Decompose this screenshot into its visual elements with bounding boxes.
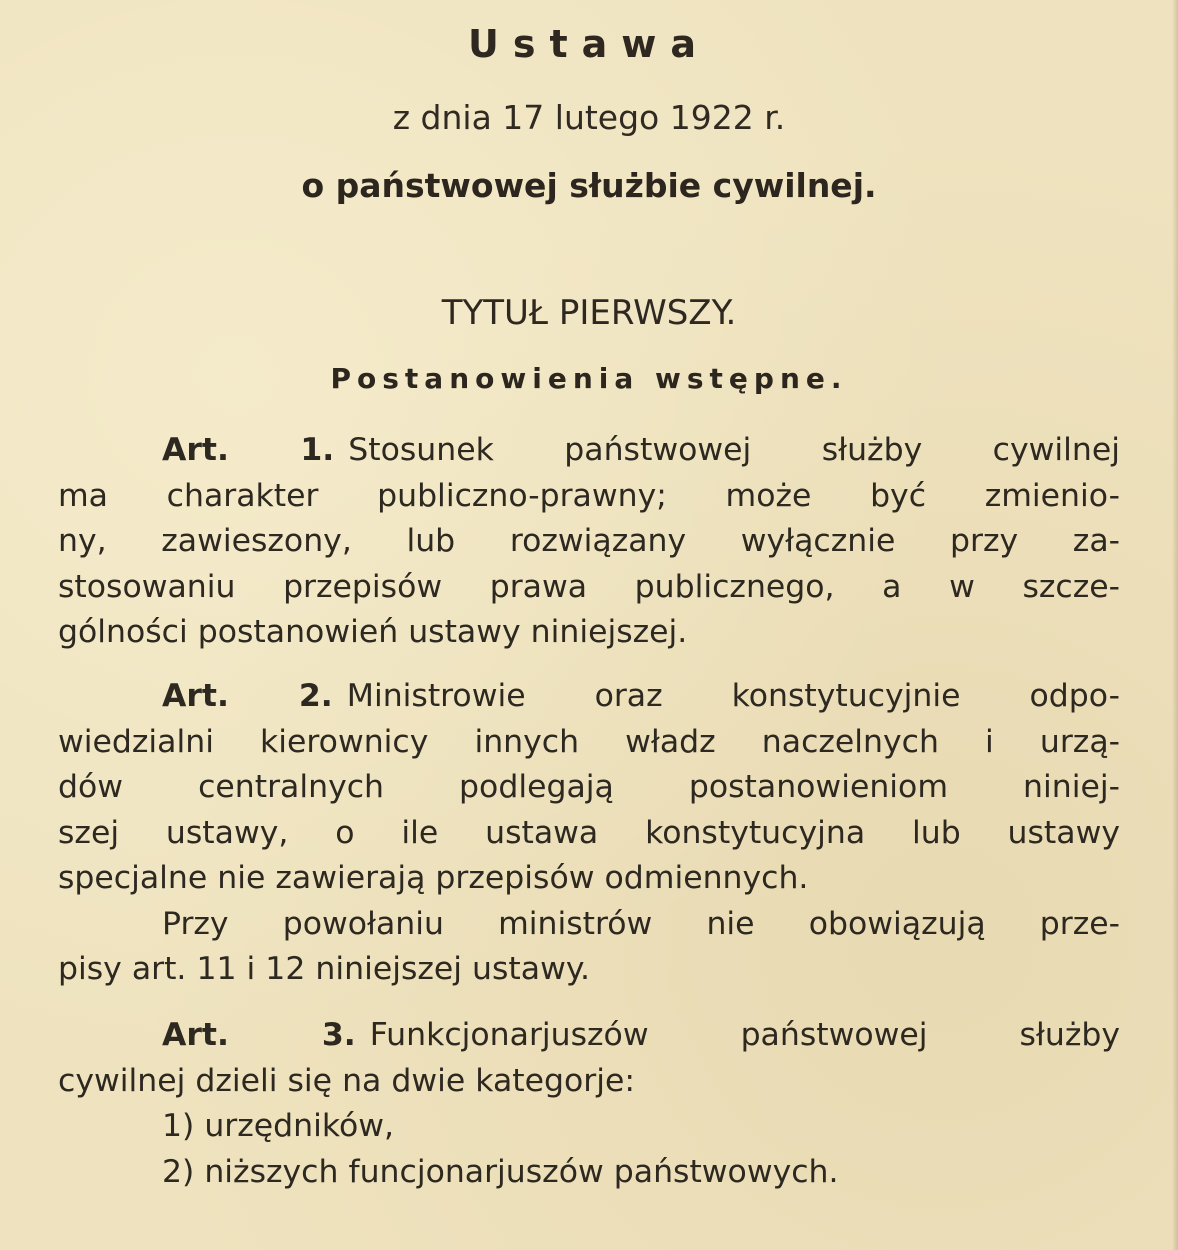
article-2-line-3: dów centralnych podlegają postanowieniom niniej- <box>58 769 1120 805</box>
article-3 <box>58 1013 1120 1195</box>
article-1-line-1 <box>58 428 1120 474</box>
article-2-label: Art. 2. <box>162 678 333 714</box>
article-1-line-2: ma charakter publiczno-prawny; może być zmienio- <box>58 477 1120 514</box>
article-2-paragraph-2-line-1: Przy powołaniu ministrów nie obowiązują prze- <box>162 905 1120 942</box>
article-1 <box>58 428 1120 656</box>
article-3-line-1-text: Funkcjonarjuszów państwowej służby <box>369 1017 1120 1053</box>
article-1-line-1-text: Stosunek państwowej służby cywilnej <box>348 432 1120 468</box>
page-edge-shadow <box>1172 0 1178 1250</box>
section-title: Postanowienia wstępne. <box>330 362 848 395</box>
article-1-line-5: gólności postanowień ustawy niniejszej. <box>58 614 688 650</box>
article-2-line-5: specjalne nie zawierają przepisów odmiennych. <box>58 860 809 896</box>
article-3-list-item-1: 1) urzędników, <box>162 1108 395 1144</box>
article-1-line-4: stosowaniu przepisów prawa publicznego, a w szcze- <box>58 568 1120 605</box>
article-2-line-2: wiedzialni kierownicy innych władz naczelnych i urzą- <box>58 723 1120 760</box>
article-2-line-1-text: Ministrowie oraz konstytucyjnie odpo- <box>346 678 1120 714</box>
part-title: TYTUŁ PIERWSZY. <box>441 293 737 333</box>
document-title: Ustawa <box>467 22 711 66</box>
article-1-label: Art. 1. <box>162 432 335 468</box>
article-2-line-4: szej ustawy, o ile ustawa konstytucyjna lub ustawy <box>58 814 1120 851</box>
article-3-label: Art. 3. <box>162 1017 356 1053</box>
document-subject: o państwowej służbie cywilnej. <box>301 166 877 205</box>
document-date: z dnia 17 lutego 1922 r. <box>392 98 786 137</box>
article-2-line-1 <box>58 674 1120 720</box>
article-3-line-1 <box>58 1013 1120 1059</box>
article-3-line-2: cywilnej dzieli się na dwie kategorje: <box>58 1062 635 1099</box>
article-1-line-3: ny, zawieszony, lub rozwiązany wyłącznie przy za- <box>58 523 1120 559</box>
article-2-paragraph-2-line-2: pisy art. 11 i 12 niniejszej ustawy. <box>58 951 591 987</box>
article-2 <box>58 674 1120 993</box>
article-3-list-item-2: 2) niższych funcjonarjuszów państwowych. <box>162 1153 839 1190</box>
